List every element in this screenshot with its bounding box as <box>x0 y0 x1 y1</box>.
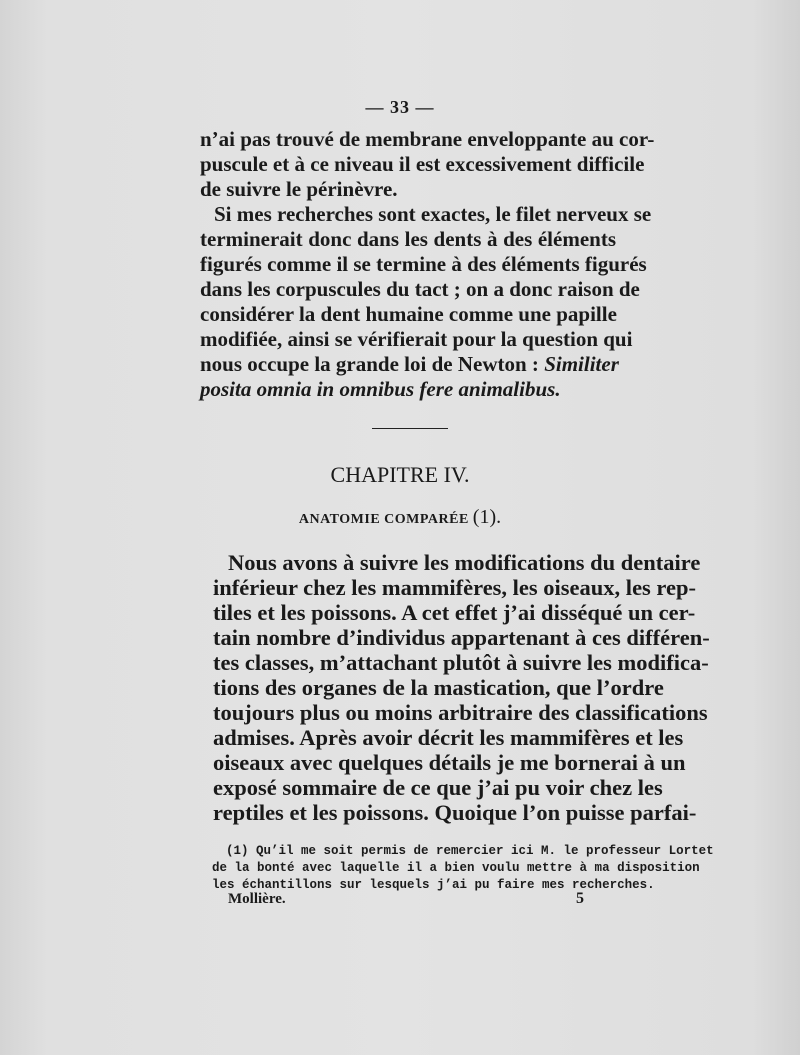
latin-quote-end: posita omnia in omnibus fere animalibus. <box>200 377 561 401</box>
paragraph-3-line-4: tain nombre d’individus appartenant à ces différen- <box>213 625 710 650</box>
paragraph-1-line-1: n’ai pas trouvé de membrane enveloppante au cor- <box>200 127 655 151</box>
page-number: — 33 — <box>365 97 435 117</box>
paragraph-3-line-7: toujours plus ou moins arbitraire des classifications <box>213 700 708 725</box>
sheet-signature-mark: 5 <box>576 890 584 907</box>
paragraph-3-line-1: Nous avons à suivre les modifications du dentaire <box>228 550 701 575</box>
chapter-subtitle-text: ANATOMIE COMPARÉE <box>298 512 469 527</box>
chapter-subtitle <box>0 505 800 532</box>
paragraph-2-line-7 <box>200 352 619 376</box>
paragraph-1-line-2: puscule et à ce niveau il est excessivement difficile <box>200 152 645 176</box>
latin-quote-start: Similiter <box>544 352 619 376</box>
paragraph-2-line-6: modifiée, ainsi se vérifierait pour la question qui <box>200 327 633 351</box>
paragraph-3-line-2: inférieur chez les mammifères, les oiseaux, les rep- <box>213 575 697 600</box>
paragraph-3-line-5: tes classes, m’attachant plutôt à suivre les modifica- <box>213 650 709 675</box>
paragraph-3-line-8: admises. Après avoir décrit les mammifères et les <box>213 725 684 750</box>
footnote-line-2: de la bonté avec laquelle il a bien voulu mettre à ma disposition <box>212 861 700 875</box>
paragraph-3-line-3: tiles et les poissons. A cet effet j’ai disséqué un cer- <box>213 600 696 625</box>
paragraph-1-line-3: de suivre le périnèvre. <box>200 177 398 201</box>
section-divider <box>372 428 448 429</box>
paragraph-2-line-4: dans les corpuscules du tact ; on a donc raison de <box>200 277 640 301</box>
author-signature: Mollière. <box>228 891 286 907</box>
footnote-line-3: les échantillons sur lesquels j’ai pu faire mes recherches. <box>212 878 655 892</box>
paragraph-3-line-9: oiseaux avec quelques détails je me bornerai à un <box>213 750 686 775</box>
paragraph-2-line-5: considérer la dent humaine comme une papille <box>200 302 617 326</box>
paragraph-2-line-1: Si mes recherches sont exactes, le filet nerveux se <box>214 202 652 226</box>
paragraph-3-line-6: tions des organes de la mastication, que l’ordre <box>213 675 664 700</box>
footnote-reference: (1). <box>472 506 502 528</box>
paragraph-2-line-7-text: nous occupe la grande loi de Newton : <box>200 352 539 376</box>
chapter-title: CHAPITRE IV. <box>330 462 470 487</box>
paragraph-3-line-11: reptiles et les poissons. Quoique l’on puisse parfai- <box>213 800 697 825</box>
footnote-line-1: (1) Qu’il me soit permis de remercier ici M. le professeur Lortet <box>226 844 714 858</box>
paragraph-3-line-10: exposé sommaire de ce que j’ai pu voir chez les <box>213 775 663 800</box>
paragraph-2-line-2: terminerait donc dans les dents à des éléments <box>200 227 616 251</box>
paragraph-2-line-3: figurés comme il se termine à des éléments figurés <box>200 252 647 276</box>
